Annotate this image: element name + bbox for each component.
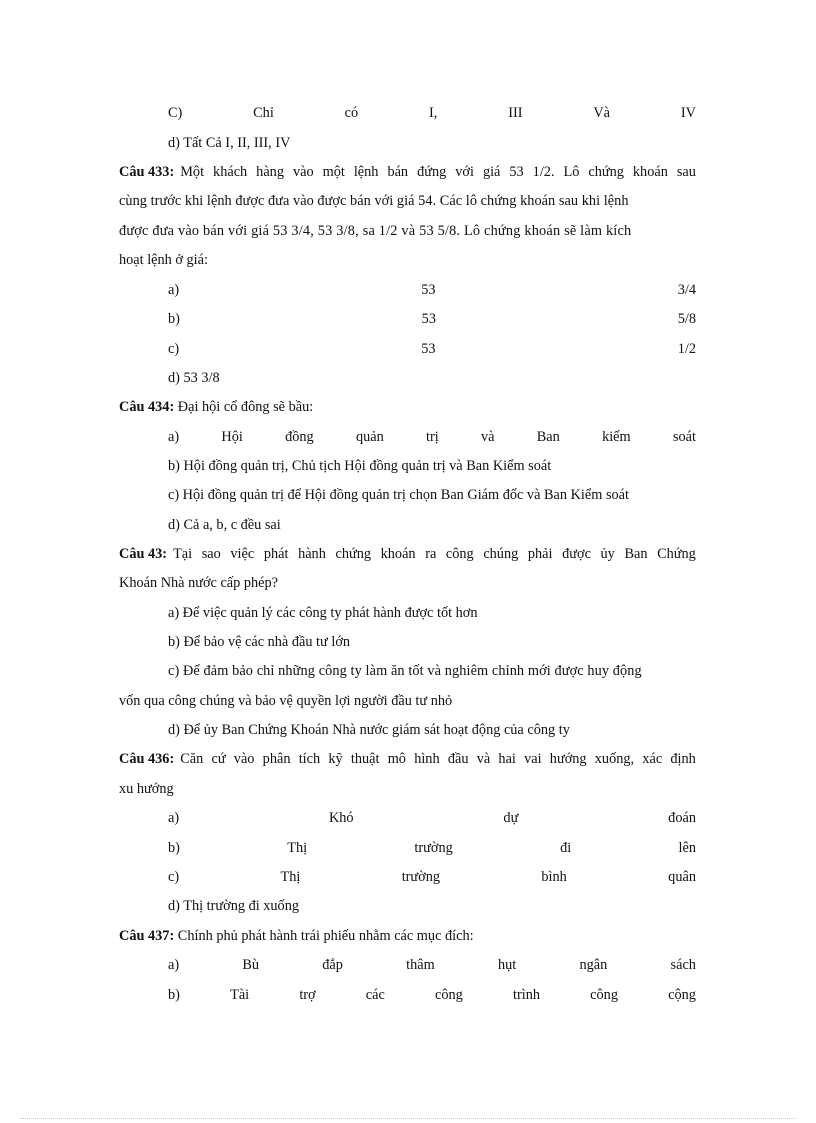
word: IV: [680, 105, 696, 121]
word: Thị: [287, 840, 308, 856]
question-437-label: Câu 437:: [119, 928, 175, 944]
question-434-line: [119, 398, 313, 416]
word: khoán: [380, 546, 416, 562]
word: chứng: [335, 546, 372, 562]
word: Chỉ: [253, 105, 274, 121]
word: việc: [230, 546, 255, 562]
word: vai: [524, 751, 542, 767]
word: 1/2.: [532, 164, 555, 180]
word: c): [168, 869, 180, 885]
word: công: [445, 546, 474, 562]
question-437-text: Chính phủ phát hành trái phiếu nhằm các mục đích:: [177, 928, 474, 944]
question-433-label: Câu 433:: [119, 164, 175, 180]
word: 53: [421, 282, 436, 298]
word: lệnh: [353, 164, 379, 180]
word: đi: [560, 840, 572, 856]
word: các: [365, 987, 385, 1003]
word: Bù: [242, 957, 260, 973]
word: với: [455, 164, 474, 180]
word: đồng: [285, 429, 314, 445]
question-433-line-3: được đưa vào bán với giá 53 3/4, 53 3/8, sa 1/2 và 53 5/8. Lô chứng khoán sẽ làm kích: [119, 223, 632, 239]
word: 3/4: [677, 282, 696, 298]
word: vào: [233, 751, 255, 767]
word: 53: [421, 311, 436, 327]
question-43-option-d: d) Để ủy Ban Chứng Khoán Nhà nước giám sát hoạt động của công ty: [168, 722, 570, 738]
word: công: [590, 987, 618, 1003]
word: đứng: [417, 164, 447, 180]
word: trường: [401, 869, 441, 885]
word: hình: [414, 751, 440, 767]
question-437-option-b: [168, 986, 696, 1004]
word: phải: [527, 546, 553, 562]
question-436-label: Câu 436:: [119, 751, 175, 767]
word: trình: [512, 987, 540, 1003]
question-434-option-a: [168, 428, 696, 446]
word: a): [168, 957, 180, 973]
word: Tài: [230, 987, 250, 1003]
word: c): [168, 341, 180, 357]
word: 1/2: [677, 341, 696, 357]
word: thuật: [350, 751, 380, 767]
question-436-line-2: xu hướng: [119, 781, 174, 797]
word: Lô: [563, 164, 580, 180]
word: đầu: [447, 751, 469, 767]
word: định: [670, 751, 696, 767]
word: bình: [541, 869, 567, 885]
word: quản: [355, 429, 384, 445]
word: cộng: [668, 987, 696, 1003]
word: Và: [593, 105, 610, 121]
word: a): [168, 429, 180, 445]
option-d-line: d) Tất Cả I, II, III, IV: [168, 135, 291, 151]
word: và: [476, 751, 491, 767]
word: b): [168, 840, 180, 856]
question-433-option-c: [168, 340, 696, 358]
word: sau: [676, 164, 696, 180]
word: C): [168, 105, 183, 121]
word: b): [168, 311, 180, 327]
word: Căn: [180, 751, 204, 767]
word: khoán: [632, 164, 668, 180]
question-436-option-a: [168, 809, 696, 827]
word: 53: [509, 164, 524, 180]
word: a): [168, 810, 180, 826]
question-433-line-1: [119, 163, 696, 181]
question-433-option-b: [168, 310, 696, 328]
word: hướng: [549, 751, 587, 767]
word: lên: [678, 840, 696, 856]
question-433-line-4: hoạt lệnh ở giá:: [119, 252, 208, 268]
word: hụt: [497, 957, 517, 973]
question-434-option-c: c) Hội đồng quản trị để Hội đồng quản trị chọn Ban Giám đốc và Ban Kiểm soát: [168, 487, 629, 503]
word: hàng: [256, 164, 284, 180]
word: trường: [414, 840, 453, 856]
word: quân: [668, 869, 696, 885]
footer-divider: [20, 1118, 796, 1119]
question-436-text-1: [180, 750, 696, 768]
question-434-option-d: d) Cả a, b, c đều sai: [168, 517, 281, 533]
word: Chứng: [657, 546, 696, 562]
word: Ban: [624, 546, 648, 562]
word: I,: [429, 105, 438, 121]
question-437-line: [119, 927, 474, 945]
word: Khó: [328, 810, 354, 826]
word: công: [435, 987, 463, 1003]
word: ngân: [579, 957, 608, 973]
question-434-label: Câu 434:: [119, 399, 175, 415]
question-43-line-1: [119, 545, 696, 563]
question-43-option-b: b) Để bảo vệ các nhà đầu tư lớn: [168, 634, 351, 650]
word: Hội: [221, 429, 243, 445]
word: trợ: [299, 987, 316, 1003]
question-43-text-1: [173, 545, 696, 563]
word: mô: [387, 751, 406, 767]
word: Thị: [280, 869, 301, 885]
question-433-option-d: d) 53 3/8: [168, 370, 220, 386]
question-43-option-a: a) Để việc quản lý các công ty phát hành được tốt hơn: [168, 605, 478, 621]
word: chúng: [483, 546, 519, 562]
question-433-text-1: [180, 163, 696, 181]
question-436-option-d: d) Thị trường đi xuống: [168, 898, 300, 914]
word: khách: [213, 164, 248, 180]
word: III: [508, 105, 523, 121]
question-434-text: Đại hội cổ đông sẽ bầu:: [177, 399, 314, 415]
word: b): [168, 987, 180, 1003]
word: Ban: [536, 429, 560, 445]
word: sao: [201, 546, 221, 562]
word: soát: [672, 429, 696, 445]
word: Tại: [173, 546, 193, 562]
option-c-line: [168, 104, 696, 122]
word: vào: [292, 164, 314, 180]
word: thâm: [406, 957, 435, 973]
question-43-option-c-line-2: vốn qua công chúng và bảo vệ quyền lợi người đầu tư nhỏ: [119, 693, 453, 709]
word: kiểm: [602, 429, 631, 445]
question-433-option-a: [168, 281, 696, 299]
question-433-line-2: cùng trước khi lệnh được đưa vào được bán với giá 54. Các lô chứng khoán sau khi lệnh: [119, 193, 629, 209]
word: ra: [425, 546, 437, 562]
word: cứ: [211, 751, 226, 767]
question-43-option-c-line-1: c) Để đảm bảo chỉ những công ty làm ăn tốt và nghiêm chỉnh mới được huy động: [168, 663, 642, 679]
question-436-option-b: [168, 839, 696, 857]
question-43-line-2: Khoán Nhà nước cấp phép?: [119, 575, 279, 591]
word: hai: [498, 751, 516, 767]
word: Một: [180, 164, 205, 180]
word: hành: [298, 546, 326, 562]
word: dự: [503, 810, 519, 826]
question-437-option-a: [168, 956, 696, 974]
question-436-line-1: [119, 750, 696, 768]
word: sách: [670, 957, 696, 973]
word: và: [481, 429, 495, 445]
word: 53: [421, 341, 436, 357]
word: phát: [263, 546, 289, 562]
word: được: [562, 546, 591, 562]
word: ủy: [600, 546, 615, 562]
question-436-option-c: [168, 868, 696, 886]
word: một: [322, 164, 345, 180]
question-434-option-b: b) Hội đồng quản trị, Chủ tịch Hội đồng quản trị và Ban Kiểm soát: [168, 458, 552, 474]
word: a): [168, 282, 180, 298]
word: trị: [426, 429, 439, 445]
question-43-label: Câu 43:: [119, 546, 168, 562]
word: đắp: [322, 957, 343, 973]
word: chứng: [588, 164, 624, 180]
word: phân: [262, 751, 291, 767]
word: xuống,: [594, 751, 635, 767]
word: đoán: [668, 810, 696, 826]
word: có: [344, 105, 359, 121]
word: bán: [387, 164, 409, 180]
word: xác: [642, 751, 663, 767]
word: kỹ: [328, 751, 343, 767]
word: 5/8: [677, 311, 696, 327]
word: tích: [298, 751, 321, 767]
word: giá: [482, 164, 501, 180]
